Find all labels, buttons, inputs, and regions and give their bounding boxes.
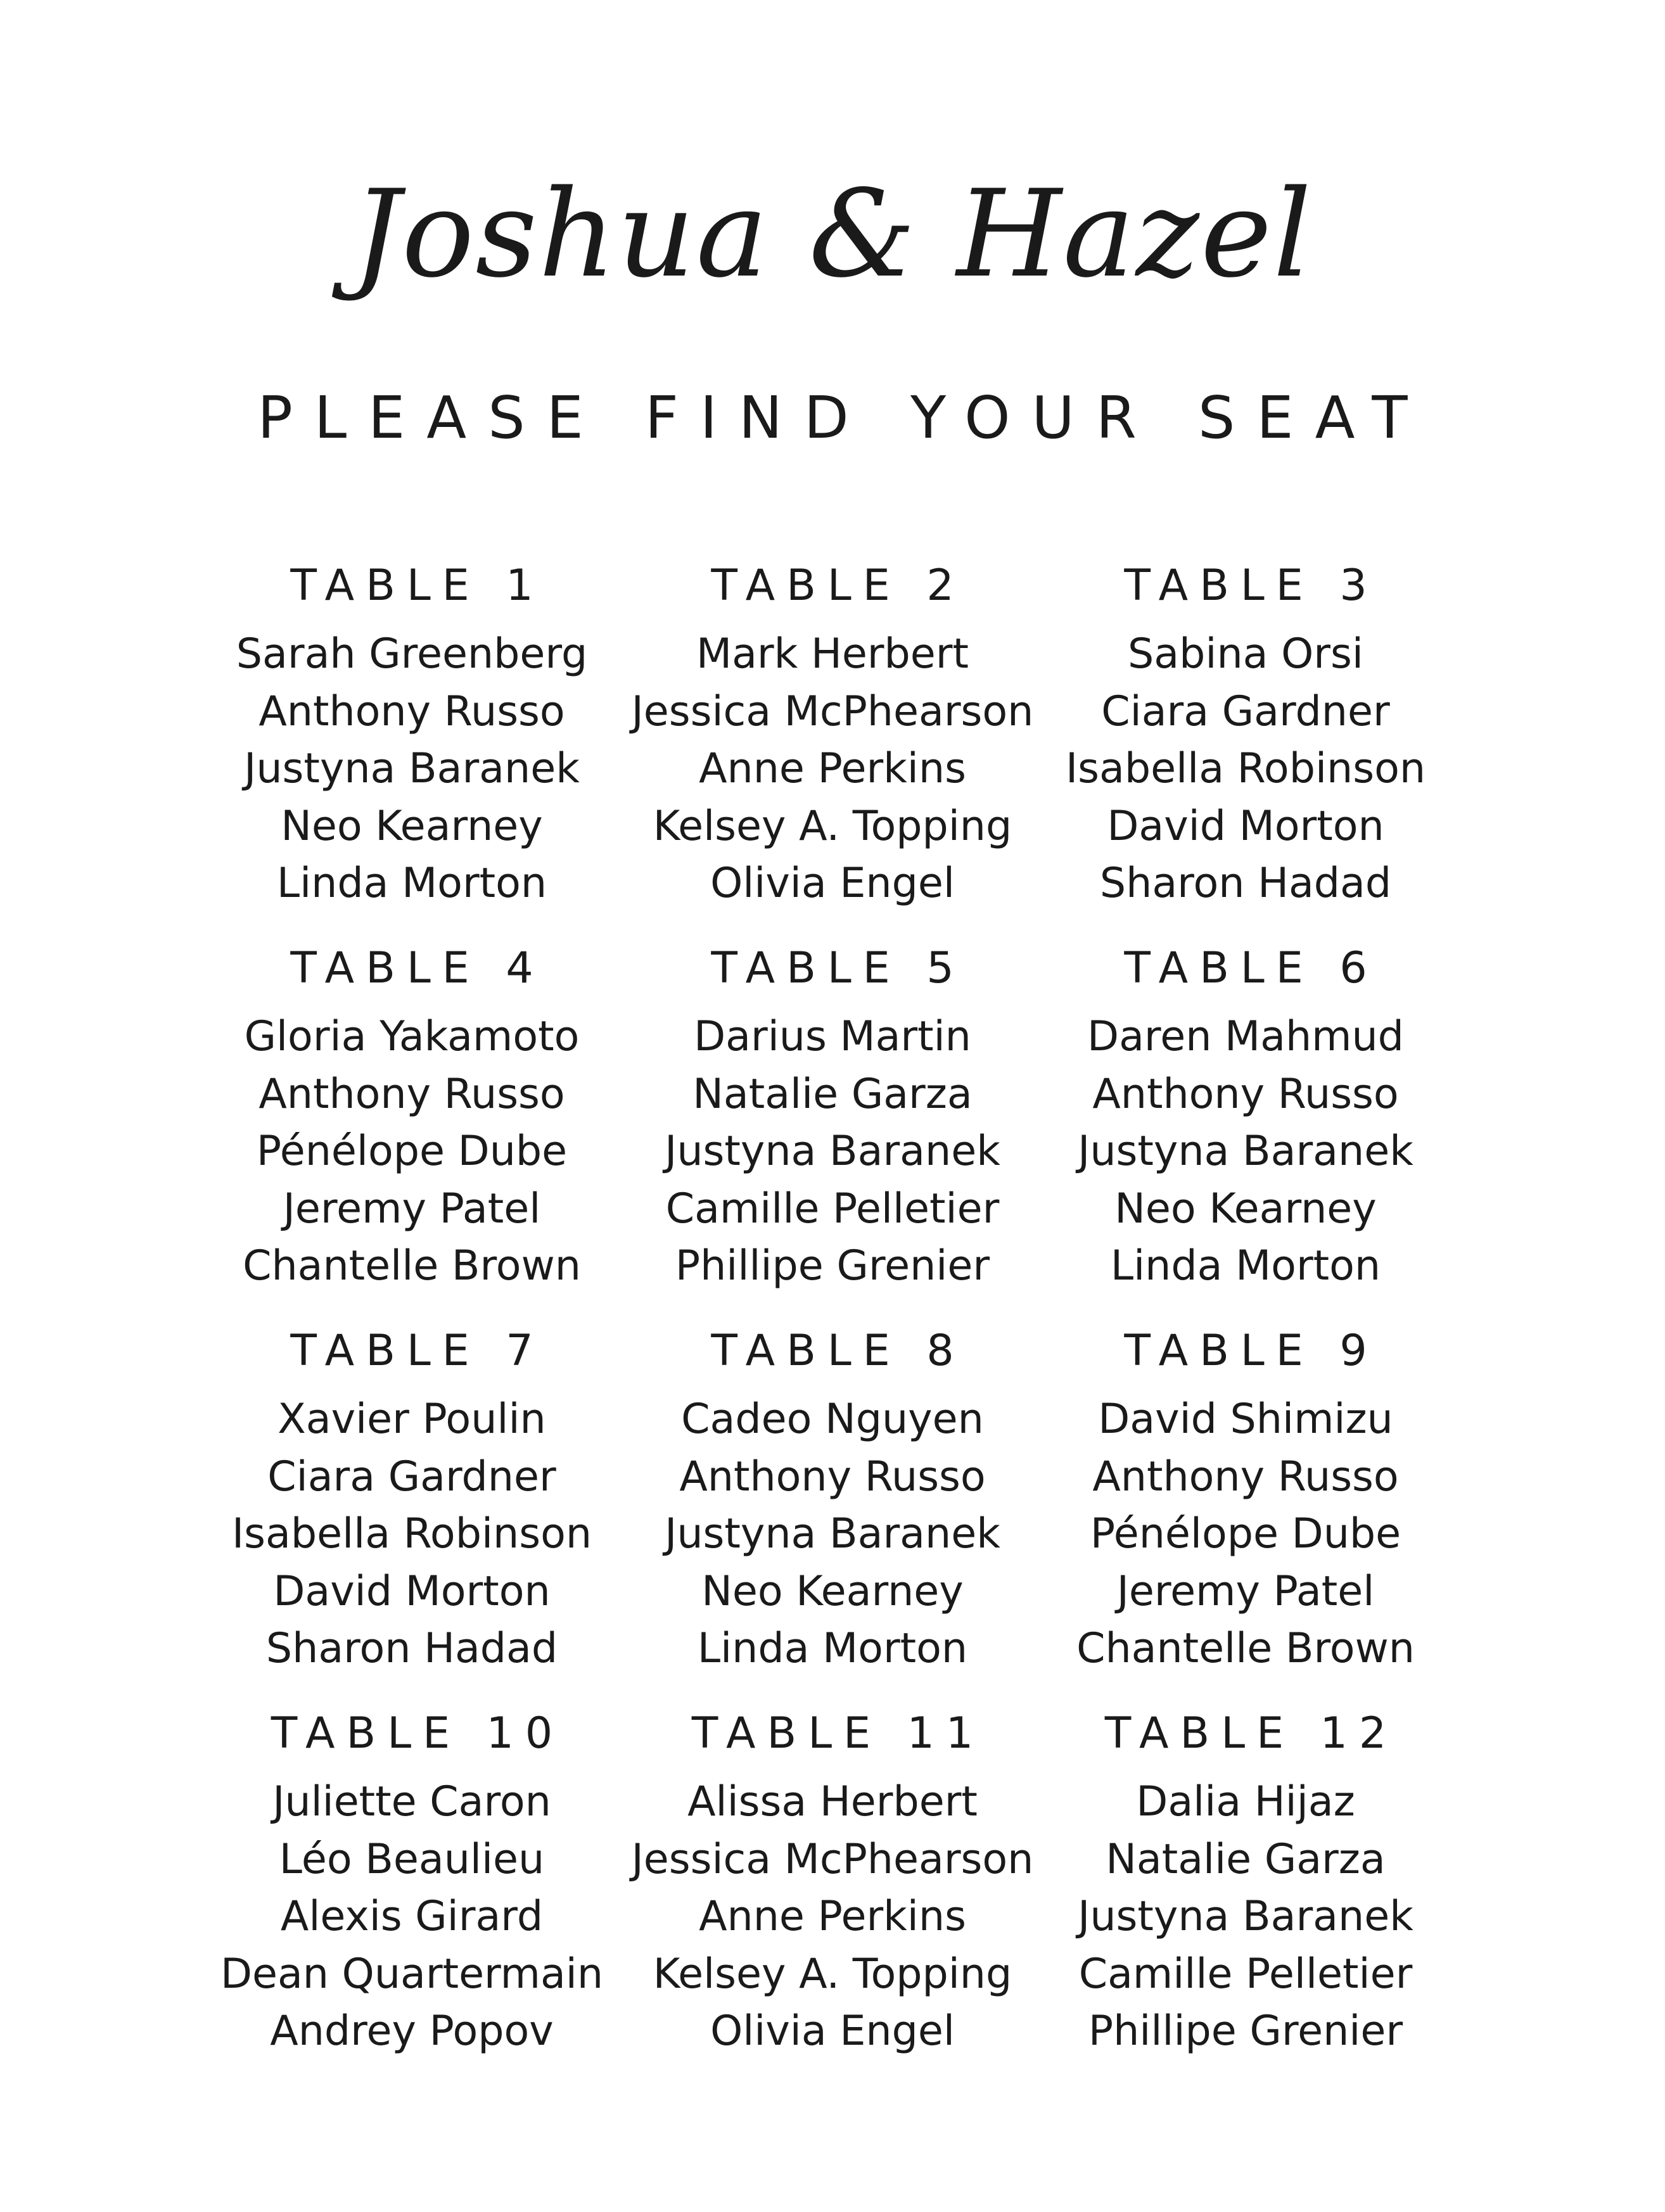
guest-name: Phillipe Grenier [675,1242,990,1290]
guest-name: Chantelle Brown [243,1242,581,1290]
guest-name: Olivia Engel [710,860,955,907]
table-heading: TABLE 5 [711,943,966,993]
guest-name: Olivia Engel [710,2007,955,2055]
guest-name: Anthony Russo [258,1070,565,1118]
guest-name: Alissa Herbert [687,1778,978,1826]
table-group [1024,557,1467,913]
guest-name: Linda Morton [1110,1242,1381,1290]
guest-name: Neo Kearney [701,1567,964,1615]
guest-name: Justyna Baranek [665,1510,1000,1558]
table-heading: TABLE 2 [711,561,966,611]
guest-name: Jeremy Patel [1116,1567,1375,1615]
guest-name: Gloria Yakamoto [244,1013,580,1060]
guest-name: Ciara Gardner [267,1452,556,1501]
guest-name: Alexis Girard [280,1893,544,1940]
guest-name: Anthony Russo [679,1452,986,1501]
guest-name: Linda Morton [697,1625,968,1672]
guest-name: Sabina Orsi [1128,630,1363,678]
guest-name: Cadeo Nguyen [681,1395,984,1443]
guest-name: Xavier Poulin [278,1395,546,1443]
table-group [190,557,634,913]
table-heading: TABLE 12 [1104,1708,1398,1758]
table-group [190,940,634,1295]
page-subtitle: PLEASE FIND YOUR SEAT [257,384,1429,452]
guest-name: Neo Kearney [281,802,543,850]
couple-names-title: Joshua & Hazel [352,164,1313,304]
table-group [611,1705,1054,2061]
guest-name: Neo Kearney [1114,1185,1377,1233]
guest-name: Camille Pelletier [665,1185,1000,1233]
guest-name: Anne Perkins [699,1893,966,1940]
guest-name: Natalie Garza [692,1070,973,1118]
table-heading: TABLE 10 [271,1708,565,1758]
guest-name: David Morton [1107,802,1384,850]
guest-name: Andrey Popov [270,2007,554,2055]
table-group [1024,1323,1467,1678]
guest-name: Phillipe Grenier [1088,2007,1403,2055]
guest-name: Jessica McPhearson [631,687,1034,735]
guest-name: Sharon Hadad [1099,860,1392,907]
guest-name: Juliette Caron [272,1778,551,1826]
table-group [611,940,1054,1295]
guest-name: Pénélope Dube [256,1128,568,1175]
guest-name: David Morton [273,1567,551,1615]
guest-name: Anthony Russo [1092,1452,1399,1501]
table-heading: TABLE 9 [1124,1326,1379,1376]
guest-name: Sarah Greenberg [236,630,588,678]
guest-name: Pénélope Dube [1090,1510,1401,1558]
table-heading: TABLE 4 [290,943,545,993]
guest-name: Justyna Baranek [1078,1128,1413,1175]
guest-name: Ciara Gardner [1101,687,1390,735]
guest-name: Dalia Hijaz [1136,1778,1355,1826]
guest-name: Natalie Garza [1106,1835,1386,1883]
guest-name: Isabella Robinson [231,1510,592,1558]
guest-name: Isabella Robinson [1065,745,1426,792]
guest-name: Justyna Baranek [244,745,580,792]
table-group [190,1323,634,1678]
guest-name: David Shimizu [1098,1395,1393,1443]
guest-name: Sharon Hadad [265,1625,558,1672]
guest-name: Jeremy Patel [283,1185,541,1233]
guest-name: Justyna Baranek [1078,1893,1413,1940]
table-group [611,1323,1054,1678]
guest-name: Anthony Russo [1092,1070,1399,1118]
guest-name: Darius Martin [694,1013,971,1060]
guest-name: Daren Mahmud [1087,1013,1404,1060]
table-group [611,557,1054,913]
guest-name: Justyna Baranek [665,1128,1000,1175]
guest-name: Dean Quartermain [220,1950,604,1998]
table-heading: TABLE 11 [691,1708,985,1758]
table-group [1024,1705,1467,2061]
table-heading: TABLE 7 [290,1326,545,1376]
guest-name: Chantelle Brown [1076,1625,1415,1672]
table-group [1024,940,1467,1295]
guest-name: Kelsey A. Topping [653,1950,1012,1998]
table-group [190,1705,634,2061]
table-heading: TABLE 8 [711,1326,966,1376]
guest-name: Anne Perkins [699,745,966,792]
table-heading: TABLE 1 [290,561,545,611]
guest-name: Kelsey A. Topping [653,802,1012,850]
guest-name: Anthony Russo [258,687,565,735]
guest-name: Jessica McPhearson [631,1835,1034,1883]
guest-name: Camille Pelletier [1078,1950,1413,1998]
guest-name: Léo Beaulieu [279,1835,545,1883]
guest-name: Mark Herbert [696,630,969,678]
guest-name: Linda Morton [276,860,547,907]
table-heading: TABLE 6 [1124,943,1379,993]
table-heading: TABLE 3 [1124,561,1379,611]
